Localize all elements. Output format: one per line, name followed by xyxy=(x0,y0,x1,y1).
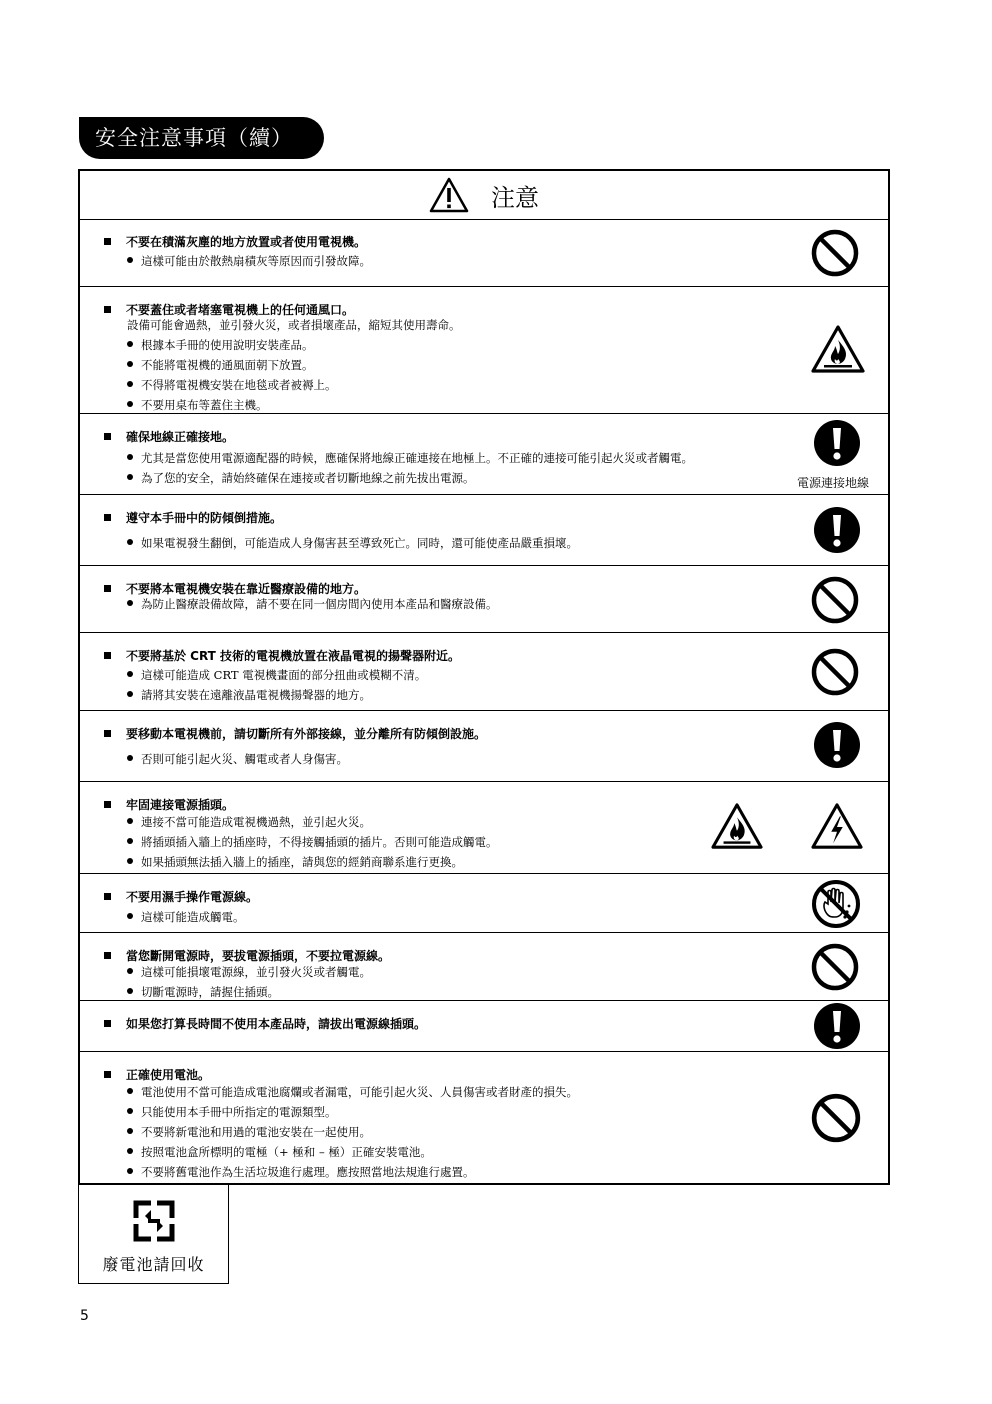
section-title: 不要在積滿灰塵的地方放置或者使用電視機。 xyxy=(104,233,366,250)
bullet-line: 將插頭插入牆上的插座時，不得接觸插頭的插片。否則可能造成觸電。 xyxy=(127,832,498,852)
fire-warning-icon xyxy=(710,801,764,851)
section-title: 要移動本電視機前，請切斷所有外部接線，並分離所有防傾倒設施。 xyxy=(104,725,486,742)
caution-section xyxy=(80,414,888,495)
battery-recycle-box xyxy=(78,1184,229,1284)
prohibition-icon xyxy=(810,942,860,992)
caution-box xyxy=(78,169,890,1185)
caution-title: 注意 xyxy=(491,183,539,212)
prohibition-icon xyxy=(810,228,860,278)
ground-icon-label: 電源連接地線 xyxy=(797,476,870,490)
no-wet-hands-icon xyxy=(811,879,861,929)
bullet-line: 不要將舊電池作為生活垃圾進行處理。應按照當地法規進行處置。 xyxy=(127,1162,578,1182)
warning-triangle-icon xyxy=(429,177,469,213)
section-title: 不要將基於 CRT 技術的電視機放置在液晶電視的揚聲器附近。 xyxy=(104,647,460,664)
bullet-line: 如果電視發生翻倒，可能造成人身傷害甚至導致死亡。同時，還可能使產品嚴重損壞。 xyxy=(127,533,578,553)
caution-section xyxy=(80,1052,888,1185)
bullet-line: 不得將電視機安裝在地毯或者被褥上。 xyxy=(127,375,461,395)
caution-section xyxy=(80,633,888,711)
caution-section xyxy=(80,782,888,874)
section-title: 不要用濕手操作電源線。 xyxy=(104,888,258,905)
bullet-line: 尤其是當您使用電源適配器的時候，應確保將地線正確連接在地極上。不正確的連接可能引起火災或者觸電。 xyxy=(127,448,693,468)
bullet-line: 為了您的安全，請始終確保在連接或者切斷地線之前先拔出電源。 xyxy=(127,468,693,488)
recycle-label: 廢電池請回收 xyxy=(102,1255,205,1274)
caution-section xyxy=(80,711,888,782)
bullet-line: 這樣可能造成 CRT 電視機畫面的部分扭曲或模糊不清。 xyxy=(127,665,426,685)
recycle-icon xyxy=(131,1198,177,1244)
bullet-line: 不能將電視機的通風面朝下放置。 xyxy=(127,355,461,375)
page-number: 5 xyxy=(80,1308,89,1324)
bullet-line: 根據本手冊的使用說明安裝產品。 xyxy=(127,335,461,355)
section-title: 確保地線正確接地。 xyxy=(104,428,234,445)
mandatory-exclamation-icon xyxy=(814,507,860,553)
caution-section xyxy=(80,566,888,633)
section-title: 如果您打算長時間不使用本產品時，請拔出電源線插頭。 xyxy=(104,1015,426,1032)
caution-header xyxy=(80,171,888,220)
bullet-line: 如果插頭無法插入牆上的插座，請與您的經銷商聯系進行更換。 xyxy=(127,852,498,872)
bullet-line: 不要用桌布等蓋住主機。 xyxy=(127,395,461,415)
caution-section xyxy=(80,874,888,933)
bullet-line: 這樣可能由於散熱扇積灰等原因而引發故障。 xyxy=(127,251,371,271)
prohibition-icon xyxy=(810,647,860,697)
bullet-line: 為防止醫療設備故障，請不要在同一個房間內使用本產品和醫療設備。 xyxy=(127,594,498,614)
bullet-line: 這樣可能損壞電源線，並引發火災或者觸電。 xyxy=(127,962,371,982)
caution-section xyxy=(80,1001,888,1052)
mandatory-exclamation-icon xyxy=(814,420,860,466)
bullet-line: 請將其安裝在遠離液晶電視機揚聲器的地方。 xyxy=(127,685,426,705)
bullet-line: 這樣可能造成觸電。 xyxy=(127,907,245,927)
mandatory-exclamation-icon xyxy=(814,722,860,768)
bullet-line: 只能使用本手冊中所指定的電源類型。 xyxy=(127,1102,578,1122)
caution-section xyxy=(80,933,888,1001)
caution-section xyxy=(80,287,888,414)
bullet-line: 按照電池盒所標明的電極（+ 極和 – 極）正確安裝電池。 xyxy=(127,1142,578,1162)
prohibition-icon xyxy=(810,1092,862,1144)
bullet-line: 電池使用不當可能造成電池腐爛或者漏電，可能引起火災、人員傷害或者財產的損失。 xyxy=(127,1082,578,1102)
mandatory-exclamation-icon xyxy=(814,1003,860,1049)
section-title: 遵守本手冊中的防傾倒措施。 xyxy=(104,509,282,526)
bullet-line: 否則可能引起火災、觸電或者人身傷害。 xyxy=(127,749,348,769)
page-title: 安全注意事項（續） xyxy=(79,117,324,159)
section-title: 不要蓋住或者堵塞電視機上的任何通風口。 xyxy=(104,301,354,318)
caution-section xyxy=(80,495,888,566)
section-title: 不要將本電視機安裝在靠近醫療設備的地方。 xyxy=(104,580,366,597)
section-title: 當您斷開電源時，要拔電源插頭，不要拉電源線。 xyxy=(104,947,390,964)
section-title: 正確使用電池。 xyxy=(104,1066,210,1083)
electric-shock-warning-icon xyxy=(810,801,864,851)
section-title: 牢固連接電源插頭。 xyxy=(104,796,234,813)
fire-warning-icon xyxy=(810,323,866,375)
bullet-line: 切斷電源時，請握住插頭。 xyxy=(127,982,371,1002)
bullet-line: 連接不當可能造成電視機過熱，並引起火災。 xyxy=(127,812,498,832)
text-line: 設備可能會過熱，並引發火災，或者損壞產品，縮短其使用壽命。 xyxy=(127,318,461,332)
prohibition-icon xyxy=(810,575,860,625)
caution-section xyxy=(80,219,888,287)
bullet-line: 不要將新電池和用過的電池安裝在一起使用。 xyxy=(127,1122,578,1142)
